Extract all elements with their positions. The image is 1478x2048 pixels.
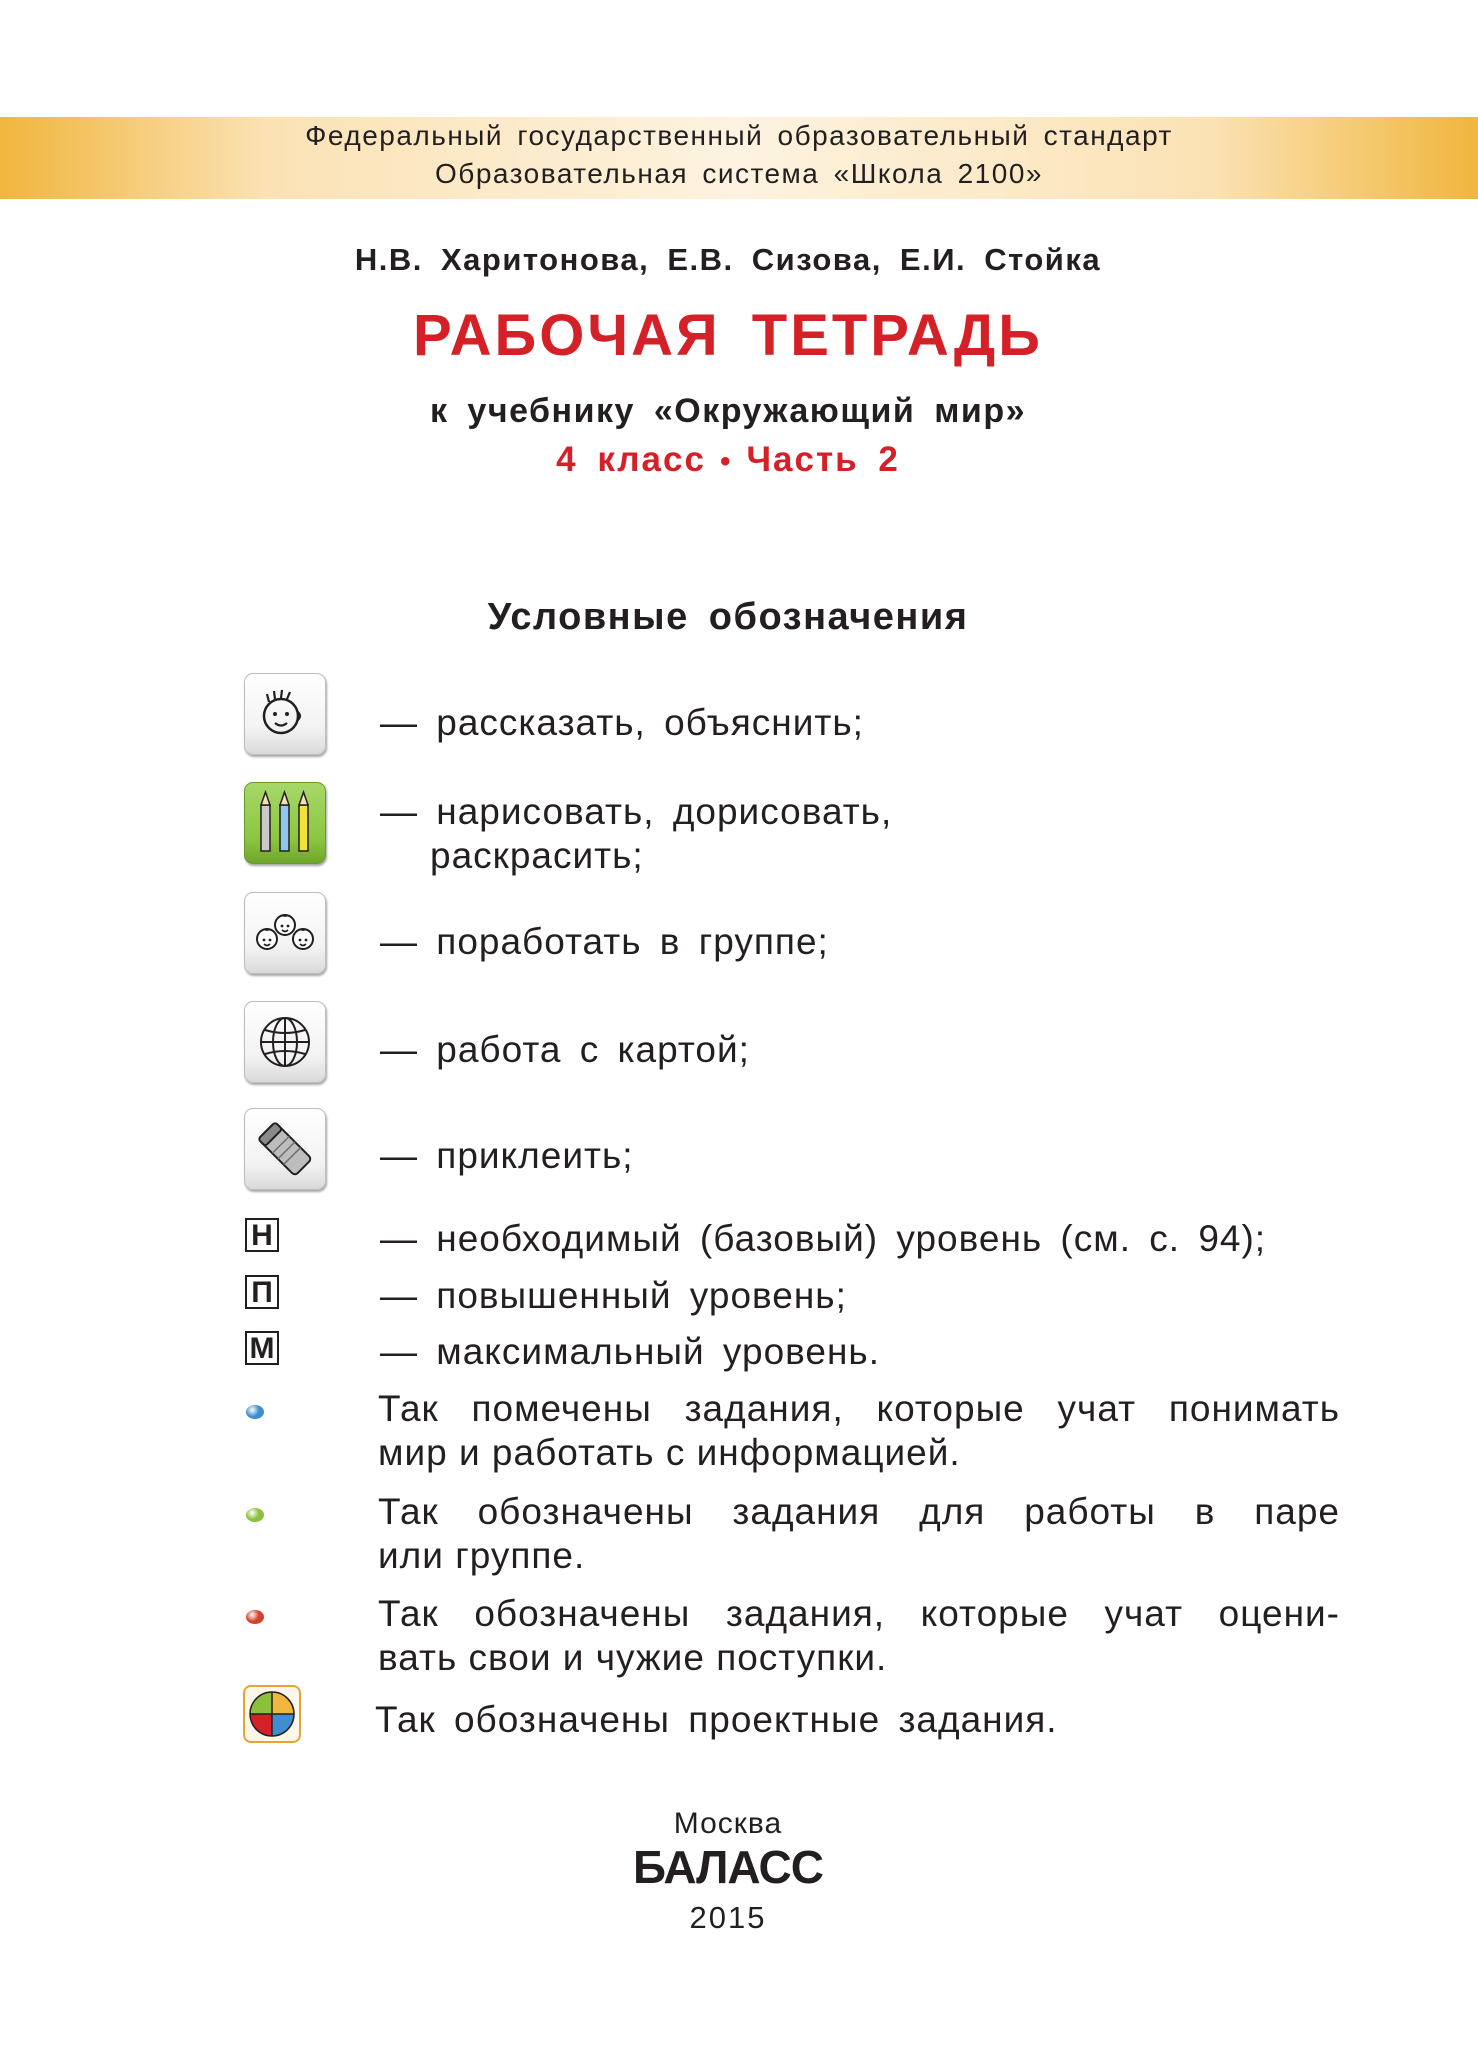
legend-item-glue: — приклеить; xyxy=(380,1135,634,1176)
green-bullet-icon xyxy=(246,1508,264,1522)
globe-icon xyxy=(244,1001,326,1083)
glue-stick-icon xyxy=(244,1108,326,1190)
grade-line xyxy=(0,440,1456,480)
level-max-text: — максимальный уровень. xyxy=(380,1331,880,1372)
level-basic-badge: Н xyxy=(245,1218,279,1252)
publication-year: 2015 xyxy=(689,1900,767,1935)
header-system-line: Образовательная система «Школа 2100» xyxy=(435,158,1043,189)
legend-item-map: — работа с картой; xyxy=(380,1029,750,1070)
level-max-badge: М xyxy=(245,1331,279,1365)
publisher-logo: БАЛАСС xyxy=(633,1841,823,1893)
page-title: РАБОЧАЯ ТЕТРАДЬ xyxy=(413,303,1043,368)
header-standard-line: Федеральный государственный образовательный стандарт xyxy=(305,120,1173,151)
legend-heading: Условные обозначения xyxy=(487,596,969,638)
legend-item-speak: — рассказать, объяснить; xyxy=(380,702,864,743)
blue-bullet-icon xyxy=(246,1405,264,1419)
red-bullet-icon xyxy=(246,1610,264,1624)
project-text: Так обозначены проектные задания. xyxy=(375,1699,1058,1740)
grade-separator: • xyxy=(719,445,733,478)
level-advanced-text: — повышенный уровень; xyxy=(380,1275,847,1316)
speaking-face-icon xyxy=(244,673,326,755)
group-faces-icon xyxy=(244,892,326,974)
legend-item-group: — поработать в группе; xyxy=(380,921,829,962)
grade-part: Часть 2 xyxy=(746,440,900,479)
marker-info-text: Так помечены задания, которые учат понимать мир и работать с информацией. xyxy=(378,1388,1340,1473)
subtitle: к учебнику «Окружающий мир» xyxy=(429,392,1027,430)
pencils-icon xyxy=(244,782,326,864)
project-quadrant-icon xyxy=(243,1685,301,1743)
publisher-city: Москва xyxy=(673,1807,783,1840)
authors: Н.В. Харитонова, Е.В. Сизова, Е.И. Стойка xyxy=(354,242,1102,277)
level-advanced-badge: П xyxy=(245,1275,279,1309)
grade-class: 4 класс xyxy=(556,440,706,479)
marker-evaluate-text: Так обозначены задания, которые учат оцени- вать свои и чужие поступки. xyxy=(378,1593,1340,1678)
level-basic-text: — необходимый (базовый) уровень (см. с. 94); xyxy=(380,1218,1267,1259)
legend-item-draw: — нарисовать, дорисовать, раскрасить; xyxy=(380,791,893,876)
marker-pair-text: Так обозначены задания для работы в паре или группе. xyxy=(378,1491,1340,1576)
